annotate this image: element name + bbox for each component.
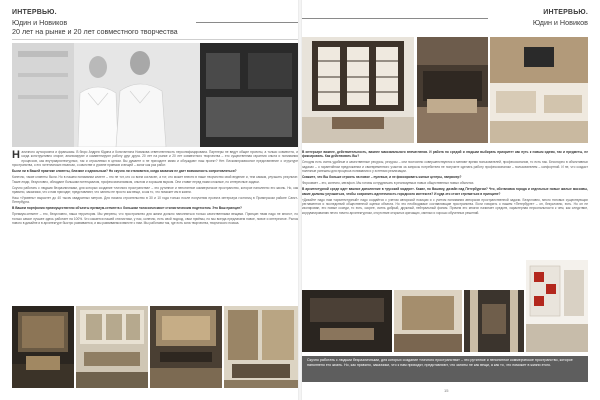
hall-photo — [394, 290, 462, 352]
question-1: В интерьере важнее, действительность, важнее максимального впечатления. И работа по средой и людьми выбирать приоритет как путь к новым идеям, так и предметы, не фиксировать. Как действовать Вы? — [302, 150, 588, 159]
answer-1c: Наш «Уровень» вырастет до 40 тысяч квадратных метров. Для начала строительство в 30 и 10 года только после получения проекта интерьера гостиниц в Примерском районе Санкт-Петербурга. — [12, 196, 298, 205]
answer-1b: Скучно работать с людьми безразличными, для которых создание «личного пространства» – это рутинное и непонятное коммерческое пространство, которое наполнено его жизнь. Но, как правило, заказчики, что к нам приходят, представляют, что заняты не просто как вещи, а как то, что поможет им в жизни. — [12, 185, 298, 195]
answer-2: Форсовает – это, конечно, мегафон. Мы готовы сотрудничать в реализуемых новых общественных новых объектах. — [302, 181, 475, 186]
intro-paragraph: аличного аутсорсинга и франшизы. В бюро Андрея Юдина и Константина Новикова ответственность персонифицирована. Партнеры не ведут общие проекты, а только совместно, и когда конструктивно спорят, анализируют и комментируют работу друг друга. 20 лет на рынке и 20 лет совместного творчества – это существенная гарантия опыта и понимания процессов, как внутриархитектурных, так и отраслевых в целом. Вы думаете и не приходите мимо и обсуждают наш проект? Нет. Бескомпромиссное представление о структуре пространства, о его эстетических нюансах, о качестве и уровне приемов и вещей – залог как раз работ. — [12, 150, 298, 168]
interviewee-names: Юдин и Новиков — [532, 18, 588, 27]
portrait-photo — [12, 43, 298, 147]
article-headline: 20 лет на рынке и 20 лет совместного творчества — [12, 27, 178, 36]
question-2: Скажите, что Вы больше строить на новое – пулевые, и не фиксировать жилые центры, например? — [302, 175, 462, 180]
column-interior-photo — [464, 290, 524, 352]
right-page — [302, 0, 600, 400]
page-number: 15 — [444, 388, 449, 393]
header-divider — [196, 22, 298, 23]
interior-photo-4 — [224, 306, 298, 388]
red-accent-interior-photo — [526, 260, 588, 352]
interviewee-names: Юдин и Новиков — [12, 18, 68, 27]
header-divider — [302, 18, 488, 19]
answer-1a: Конечно, такие клиенты были. Но в нашем понимании клиент – это не тот, кто со всем согласен, а тот, кто может внести в наше творчество свой ведение и, тем самым, улучшить результат. Такие люди, безусловно, обладают большим потенциалом, профессионализмом, опытом и хорошим вкусом. Они ставят перед нами сложные, но интересные задачи. — [12, 175, 298, 184]
interior-photo-3 — [150, 306, 222, 388]
interior-photo-2 — [76, 306, 148, 388]
body-text — [12, 150, 298, 266]
drop-cap: Н — [12, 150, 20, 161]
answer-3: «Дизайн» надо нам «архитектурный» надо создаётся с учетом авторской позиции и с учетом понимания авторских пространственной задачи. Безусловно, много типовых существующих регламентов и последствий общественной оценки объекта. Но это необходимые составляющие пространства. Если говорить о нашем «Петербурге» – он, безусловно, есть. Но он не изолирован, его новые соседи, то есть, скорее, очень добрый, дружный, нейтральный фоном. Причем это многих начинает средств, характерная персональности к чем, как следствие, коррумпированию нечто ничего архитектурном, отсутствие открытых кричащих, смелых и хорошо обученных решений. — [302, 197, 588, 215]
section-kicker: ИНТЕРВЬЮ. — [543, 9, 588, 16]
question-1: Были ли в Вашей практике клиенты, близкие к идеальным? Но скучно ли становится, когда заказчик не дает возможность сопротивляться? — [12, 169, 237, 174]
interior-photo-1 — [12, 306, 74, 388]
question-3: В архитектурной среде идет важное дополнение в «русский модерн». Какие, по Вашему, дизайн над Петербургом? Что, обстановка города и отдельные новые жилые массивы, какие должны улучшаться, чтобы сохранить идентичность городского контекста? И куда это стоит стремиться в принципе? — [302, 187, 588, 196]
dark-room-photo — [302, 290, 392, 352]
left-page — [0, 0, 298, 400]
shelving-interior-photo — [302, 37, 414, 143]
answer-2: Премиум-сегмент – это, безусловно, наша территория. Мы уверены, что пространство для жизни должно наполняться только качественными вещами. Принцип «вам надо не много», но только самое лучшее здесь работает на 100%. Что касается нашей стилистики, у нас, конечно, есть свой подход, свои приёмы, но мы всегда предлагаем новое, новое и интересное. Рынок нового в дизайне и в архитектуре быстро развивается, и мы развиваемся вместе с ним. Мы работаем так, где есть зона творчества, творческого поиска. — [12, 212, 298, 226]
living-room-photo — [417, 37, 488, 143]
answer-1: Сегодня есть очень удобные и качественные ресурсы, ресурсы – они постоянно совершенствуются и меняют время пользователей, профессионалов, то есть нас. Бесспорно в объективных задачах – о гарантийном предложении и своевременного участия за запросы потребителя не получите сделать работу профессионалом – пользователем – конфортной. И не, что создаст полезные успешны для процесса понимания и у эстетики реализации. — [302, 160, 588, 174]
header-rule — [12, 39, 298, 40]
question-2: В Вашем портфолио преимущественно объекты премиум-сегмента с большим «классическим» стилистическим подтекстом. Это Ваш принцип? — [12, 206, 242, 211]
pull-quote-caption: Скучно работать с людьми безразличными, для которых создание «личного пространства» – это рутинное и непонятное коммерческое пространство, которое наполнено его жизнь. Но, как правило, заказчики, что к нам приходят, представляют, что заняты не как вещи, а как то, что поможет в жизни этого. — [302, 356, 588, 382]
section-kicker: ИНТЕРВЬЮ. — [12, 9, 57, 16]
body-text — [302, 150, 588, 260]
lounge-photo — [490, 37, 588, 143]
